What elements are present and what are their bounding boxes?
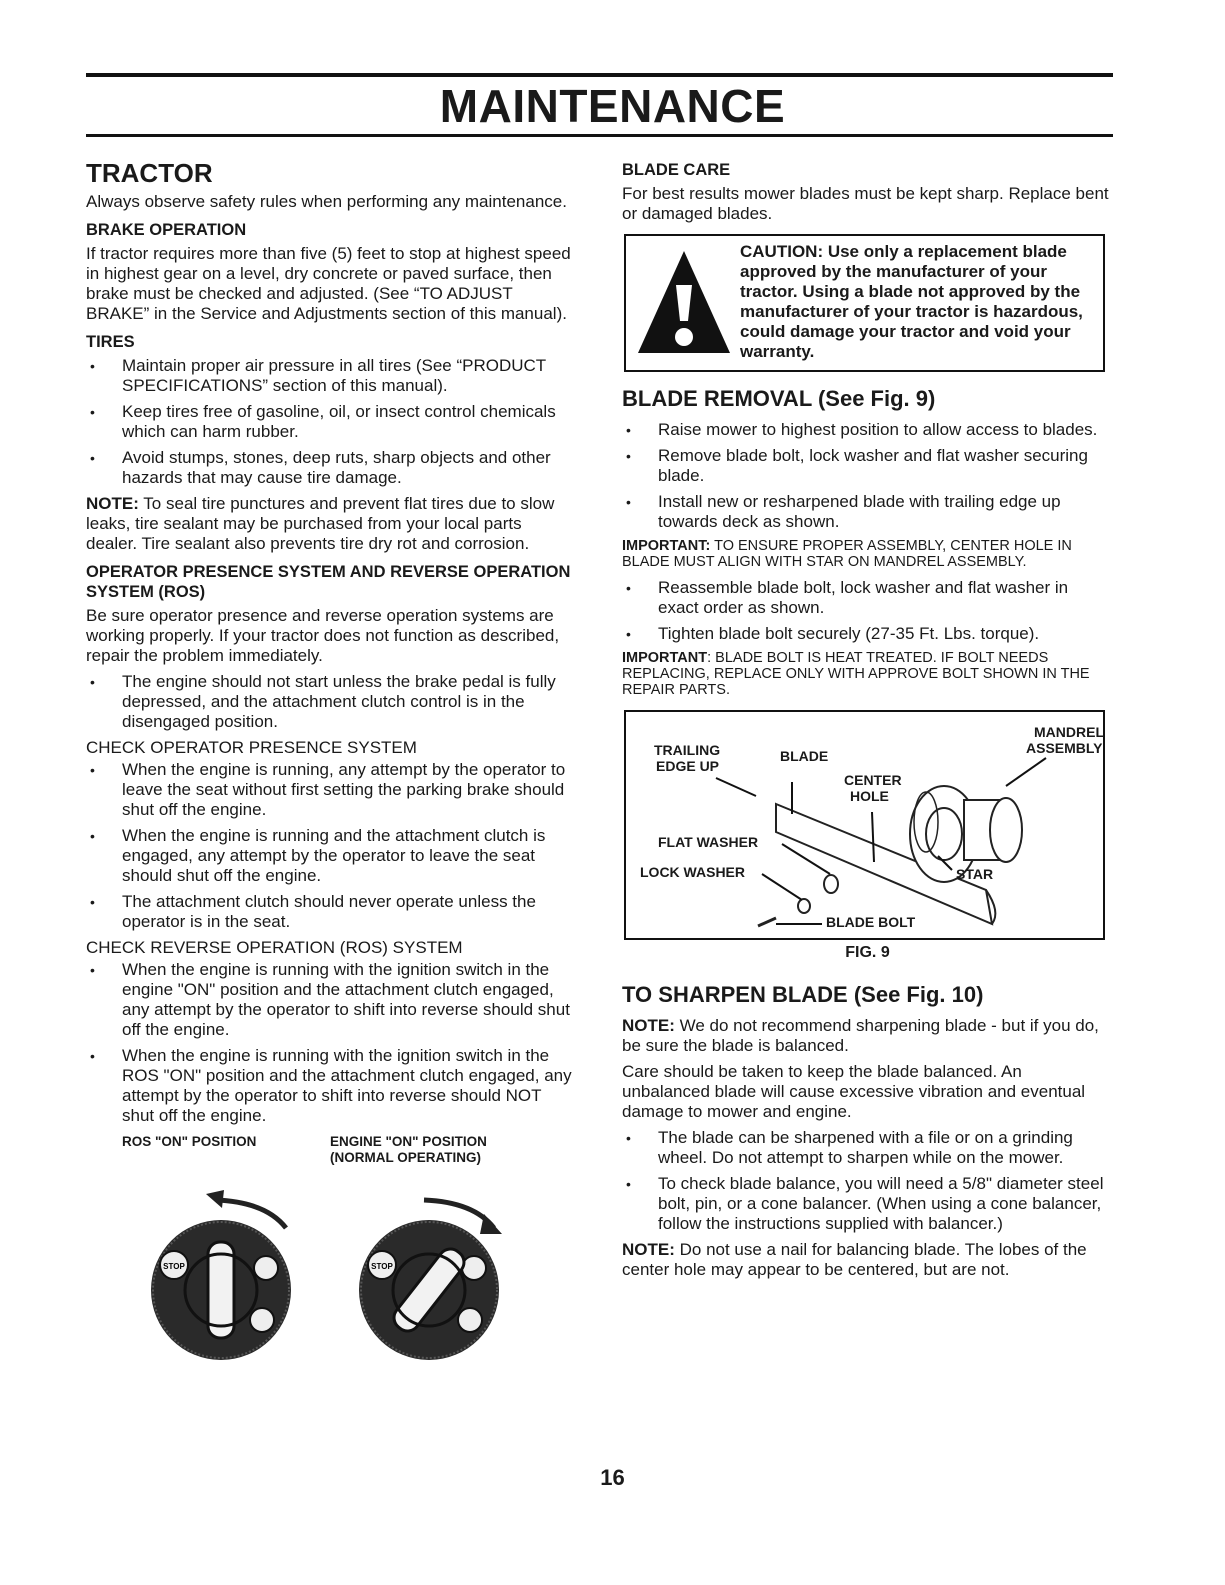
important-note-1 <box>622 538 1113 570</box>
knob-labels <box>86 1134 573 1180</box>
blade-care-text: For best results mower blades must be kept sharp. Replace bent or damaged blades. <box>622 184 1109 223</box>
ignition-switch-figures <box>86 1180 573 1370</box>
warning-triangle-icon <box>636 247 732 357</box>
label-lock-washer: LOCK WASHER <box>640 864 745 880</box>
list-item: • When the engine is running and the attachment clutch is engaged, any attempt by the operator to leave the seat should shut off the engine. <box>86 826 573 886</box>
note-label: NOTE: <box>622 1016 675 1035</box>
list-item: • Remove blade bolt, lock washer and flat washer securing blade. <box>622 446 1113 486</box>
list-item: • The engine should not start unless the brake pedal is fully depressed, and the attachment clutch control is in the disengaged position. <box>86 672 573 732</box>
label-blade-bolt: BLADE BOLT <box>826 914 916 930</box>
title-underline-rule <box>86 134 1113 137</box>
list-item: • To check blade balance, you will need a 5/8" diameter steel bolt, pin, or a cone balancer. (When using a cone balancer, follow the instructions supplied with balancer.) <box>622 1174 1113 1234</box>
note-text: We do not recommend sharpening blade - but if you do, be sure the blade is balanced. <box>622 1016 1099 1055</box>
blade-care-heading: BLADE CARE <box>622 161 731 179</box>
list-item: • Reassemble blade bolt, lock washer and flat washer in exact order as shown. <box>622 578 1113 618</box>
label-assembly: ASSEMBLY <box>1026 740 1103 756</box>
important-label: IMPORTANT <box>622 650 708 666</box>
stop-text: STOP <box>371 1262 393 1271</box>
important-text: : BLADE BOLT IS HEAT TREATED. IF BOLT NEEDS REPLACING, REPLACE ONLY WITH APPROVE BOLT SHOWN IN THE REPAIR PARTS. <box>622 650 1090 698</box>
ros-on-label: ROS "ON" POSITION <box>122 1134 257 1149</box>
sharpen-list <box>622 1128 1113 1234</box>
sharpen-text: Care should be taken to keep the blade balanced. An unbalanced blade will cause excessive vibration and eventual damage to mower and engine. <box>622 1062 1086 1121</box>
engine-symbol <box>462 1256 486 1280</box>
right-column <box>622 150 1113 1286</box>
flat-washer-shape <box>824 875 838 893</box>
important-label: IMPORTANT: <box>622 538 711 554</box>
stop-text: STOP <box>163 1262 185 1271</box>
list-item: • When the engine is running, any attempt by the operator to leave the seat without first setting the parking brake should shut off the engine. <box>86 760 573 820</box>
label-trailing: TRAILING <box>654 742 721 758</box>
lock-washer-shape <box>798 899 810 913</box>
check-ops-list <box>86 760 573 932</box>
note-text: To seal tire punctures and prevent flat tires due to slow leaks, tire sealant may be purchased from your local parts dealer. Tire sealant also prevents tire dry rot and corrosion. <box>86 494 555 553</box>
tires-list <box>86 356 573 488</box>
top-rule <box>86 73 1113 77</box>
removal-list-2 <box>622 578 1113 644</box>
list-item: • Raise mower to highest position to allow access to blades. <box>622 420 1113 440</box>
label-flat-washer: FLAT WASHER <box>658 834 759 850</box>
list-item: • Install new or resharpened blade with trailing edge up towards deck as shown. <box>622 492 1113 532</box>
important-note-2 <box>622 650 1113 698</box>
brake-text: If tractor requires more than five (5) feet to stop at highest speed in highest gear on a level, dry concrete or paved surface, then brake must be checked and adjusted. (See “TO ADJUST BRAKE” in the Service and Adjustments section of this manual). <box>86 244 571 323</box>
blade-bolt-shape <box>758 918 776 926</box>
ops-list <box>86 672 573 732</box>
figure-9 <box>624 710 1105 940</box>
label-edge-up: EDGE UP <box>656 758 720 774</box>
tires-heading: TIRES <box>86 333 135 351</box>
list-item: • Maintain proper air pressure in all tires (See “PRODUCT SPECIFICATIONS” section of this manual). <box>86 356 573 396</box>
brake-heading: BRAKE OPERATION <box>86 221 247 239</box>
list-item: • Tighten blade bolt securely (27-35 Ft. Lbs. torque). <box>622 624 1113 644</box>
left-column <box>86 150 573 1370</box>
sharpen-note-1 <box>622 1016 1113 1056</box>
label-center: CENTER <box>844 772 902 788</box>
check-ops-heading: CHECK OPERATOR PRESENCE SYSTEM <box>86 738 417 757</box>
label-mandrel: MANDREL <box>1034 724 1104 740</box>
tractor-intro: Always observe safety rules when performing any maintenance. <box>86 192 567 211</box>
note-text: Do not use a nail for balancing blade. The lobes of the center hole may appear to be centered, but are not. <box>622 1240 1087 1279</box>
removal-list <box>622 420 1113 532</box>
label-hole: HOLE <box>850 788 889 804</box>
engine-on-knob-icon <box>334 1180 524 1370</box>
sharpen-note-2 <box>622 1240 1113 1280</box>
ops-heading: OPERATOR PRESENCE SYSTEM AND REVERSE OPERATION SYSTEM (ROS) <box>86 563 571 601</box>
check-ros-heading: CHECK REVERSE OPERATION (ROS) SYSTEM <box>86 938 463 957</box>
caution-box <box>624 234 1105 372</box>
page-title: MAINTENANCE <box>439 80 786 132</box>
important-text: TO ENSURE PROPER ASSEMBLY, CENTER HOLE IN BLADE MUST ALIGN WITH STAR ON MANDREL ASSEMBLY. <box>622 538 1072 570</box>
label-star: STAR <box>956 866 994 882</box>
sharpen-heading: TO SHARPEN BLADE (See Fig. 10) <box>622 982 984 1007</box>
tires-note <box>86 494 573 554</box>
ros-symbol <box>458 1308 482 1332</box>
ros-knob-icon <box>126 1180 316 1370</box>
list-item: • When the engine is running with the ignition switch in the engine "ON" position and the attachment clutch engaged, any attempt by the operator to shift into reverse should shut off the engine. <box>86 960 573 1040</box>
check-ros-list <box>86 960 573 1126</box>
figure-caption: FIG. 9 <box>845 944 890 961</box>
note-label: NOTE: <box>622 1240 675 1259</box>
engine-symbol <box>254 1256 278 1280</box>
list-item: • The blade can be sharpened with a file or on a grinding wheel. Do not attempt to sharpen while on the mower. <box>622 1128 1113 1168</box>
tractor-heading: TRACTOR <box>86 158 213 188</box>
note-label: NOTE: <box>86 494 139 513</box>
page-number: 16 <box>600 1465 625 1490</box>
normal-operating-label: (NORMAL OPERATING) <box>330 1150 481 1165</box>
list-item: • Avoid stumps, stones, deep ruts, sharp objects and other hazards that may cause tire damage. <box>86 448 573 488</box>
label-blade: BLADE <box>780 748 829 764</box>
engine-on-label: ENGINE "ON" POSITION <box>330 1134 487 1149</box>
ops-text: Be sure operator presence and reverse operation systems are working properly. If your tractor does not function as described, repair the problem immediately. <box>86 606 560 665</box>
caution-text: CAUTION: Use only a replacement blade approved by the manufacturer of your tractor. Using a blade not approved by the manufacturer of your tractor is hazardous, could damage your tractor and void your warranty. <box>740 242 1083 361</box>
list-item: • When the engine is running with the ignition switch in the ROS "ON" position and the attachment clutch engaged, any attempt by the operator to shift into reverse should NOT shut off the engine. <box>86 1046 573 1126</box>
ros-symbol <box>250 1308 274 1332</box>
list-item: • Keep tires free of gasoline, oil, or insect control chemicals which can harm rubber. <box>86 402 573 442</box>
arrow-head <box>206 1190 224 1208</box>
list-item: • The attachment clutch should never operate unless the operator is in the seat. <box>86 892 573 932</box>
blade-removal-heading: BLADE REMOVAL (See Fig. 9) <box>622 386 936 411</box>
